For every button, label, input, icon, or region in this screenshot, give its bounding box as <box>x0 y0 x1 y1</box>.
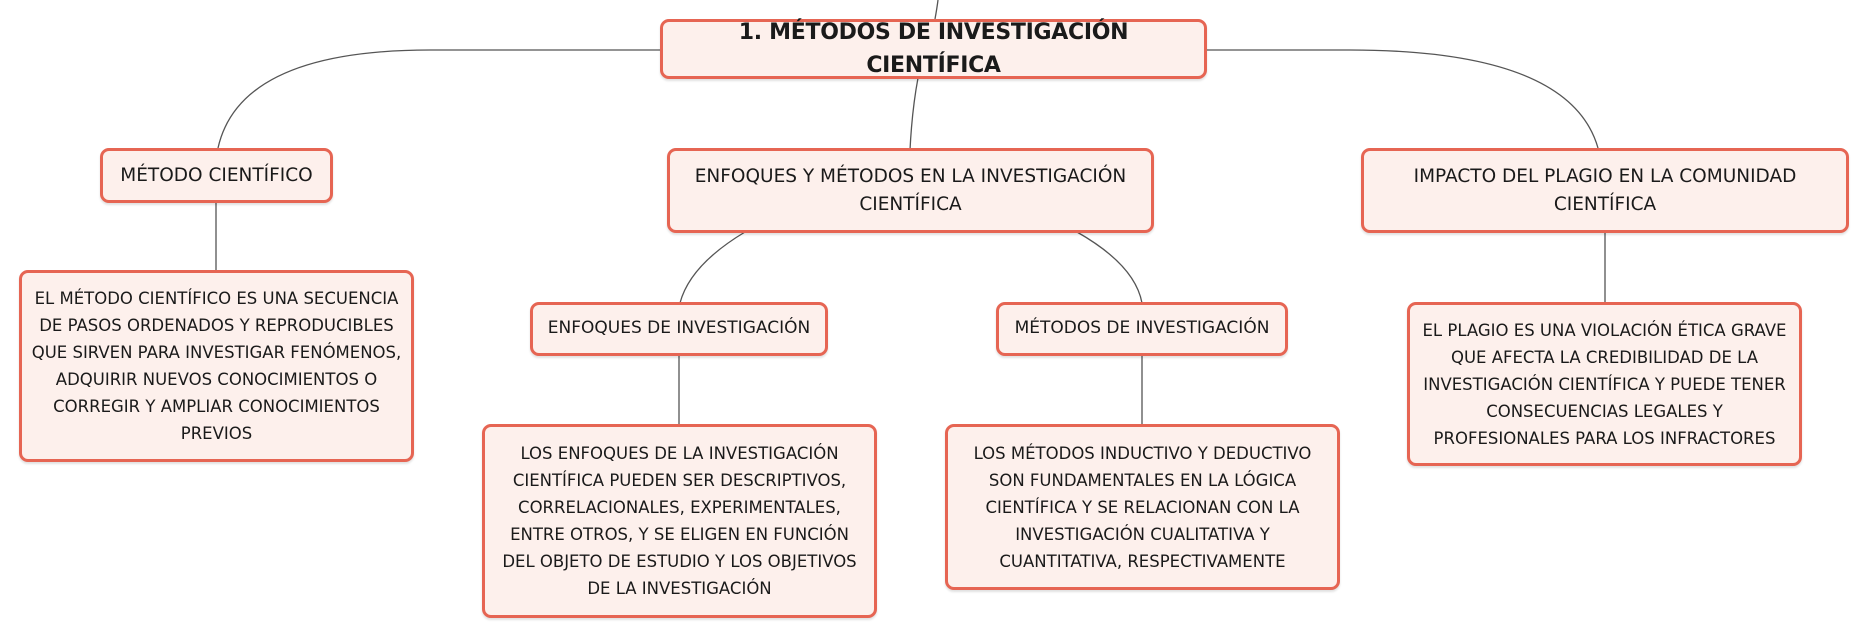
detail-enfoques-investigacion[interactable]: LOS ENFOQUES DE LA INVESTIGACIÓN CIENTÍFICA PUEDEN SER DESCRIPTIVOS, CORRELACIONALES, EXPERIMENTALES, ENTRE OTROS, Y SE ELIGEN EN FUNCIÓN DEL OBJETO DE ESTUDIO Y LOS OBJETIVOS DE LA INVESTIGACIÓN <box>482 424 877 618</box>
connector-root-plagio <box>1206 50 1598 148</box>
topic-impacto-plagio[interactable]: IMPACTO DEL PLAGIO EN LA COMUNIDAD CIENTÍFICA <box>1361 148 1849 233</box>
connector-root-metodo-cientifico <box>218 50 662 148</box>
subtopic-enfoques-investigacion[interactable]: ENFOQUES DE INVESTIGACIÓN <box>530 302 828 356</box>
subtopic-metodos-investigacion[interactable]: MÉTODOS DE INVESTIGACIÓN <box>996 302 1288 356</box>
connector-enfoques-metodos-enfoques <box>680 232 745 303</box>
connector-root-enfoques-metodos <box>910 78 918 150</box>
detail-metodos-investigacion[interactable]: LOS MÉTODOS INDUCTIVO Y DEDUCTIVO SON FUNDAMENTALES EN LA LÓGICA CIENTÍFICA Y SE RELACIONAN CON LA INVESTIGACIÓN CUALITATIVA Y CUANTITATIVA, RESPECTIVAMENTE <box>945 424 1340 590</box>
topic-enfoques-metodos[interactable]: ENFOQUES Y MÉTODOS EN LA INVESTIGACIÓN CIENTÍFICA <box>667 148 1154 233</box>
connector-enfoques-metodos-metodos <box>1077 232 1142 303</box>
detail-impacto-plagio[interactable]: EL PLAGIO ES UNA VIOLACIÓN ÉTICA GRAVE QUE AFECTA LA CREDIBILIDAD DE LA INVESTIGACIÓN CIENTÍFICA Y PUEDE TENER CONSECUENCIAS LEGALES Y PROFESIONALES PARA LOS INFRACTORES <box>1407 302 1802 466</box>
topic-metodo-cientifico[interactable]: MÉTODO CIENTÍFICO <box>100 148 333 203</box>
detail-metodo-cientifico[interactable]: EL MÉTODO CIENTÍFICO ES UNA SECUENCIA DE PASOS ORDENADOS Y REPRODUCIBLES QUE SIRVEN PARA INVESTIGAR FENÓMENOS, ADQUIRIR NUEVOS CONOCIMIENTOS O CORREGIR Y AMPLIAR CONOCIMIENTOS PREVIOS <box>19 270 414 462</box>
root-topic[interactable]: 1. MÉTODOS DE INVESTIGACIÓN CIENTÍFICA <box>660 19 1207 79</box>
